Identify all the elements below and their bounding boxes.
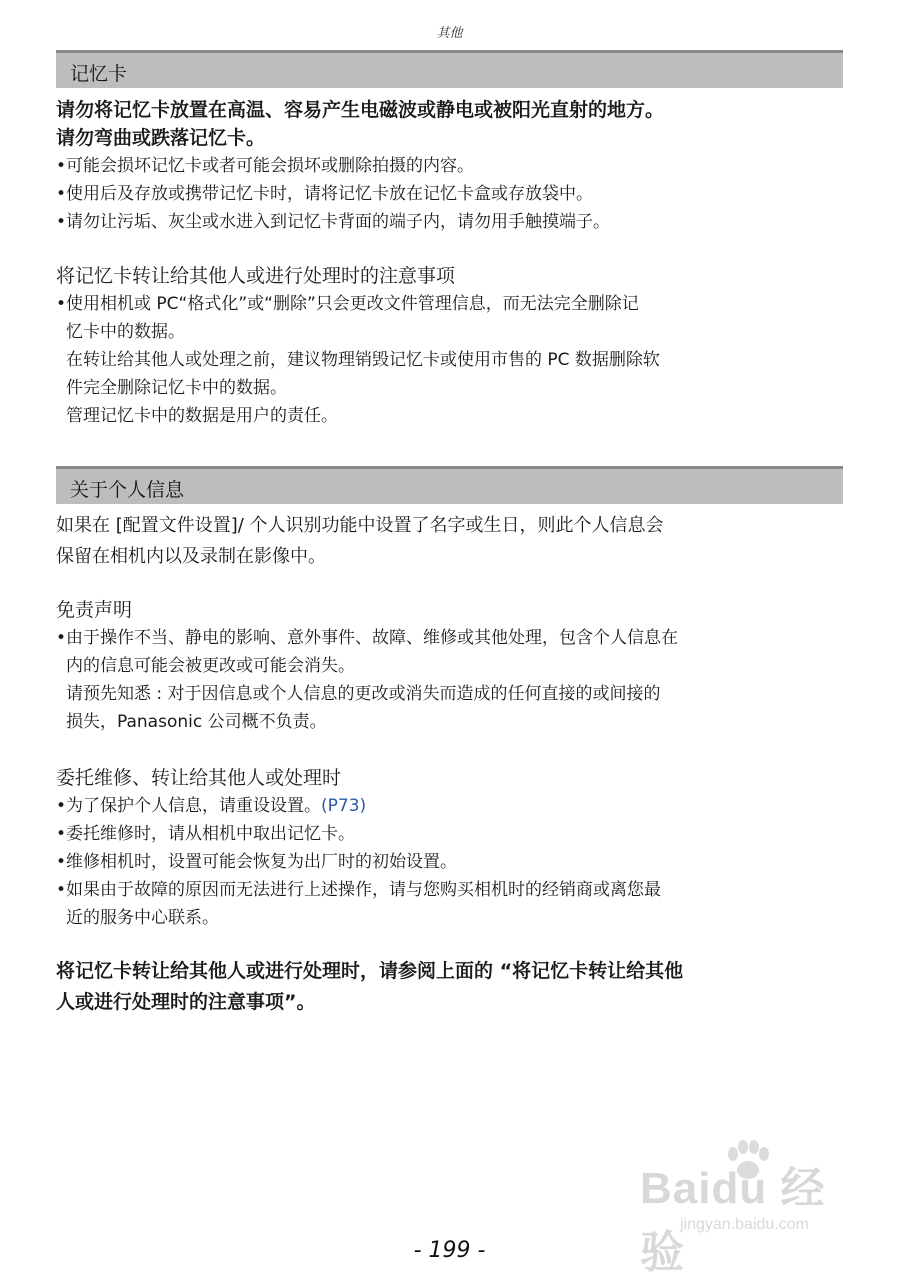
warning-line: 请勿弯曲或跌落记忆卡。 (56, 127, 266, 149)
continuation-line: 在转让给其他人或处理之前，建议物理销毁记忆卡或使用市售的 PC 数据删除软 (66, 350, 660, 370)
list-item: • 如果由于故障的原因而无法进行上述操作，请与您购买相机时的经销商或离您最 (56, 876, 844, 904)
repair-block (56, 764, 844, 932)
disclaimer-block (56, 596, 844, 736)
baidu-watermark (640, 1140, 870, 1277)
section-title: 记忆卡 (70, 63, 128, 85)
transfer-bullets (56, 290, 844, 318)
page-number: - 199 - (413, 1238, 486, 1263)
continuation-line: 忆卡中的数据。 (66, 322, 185, 342)
list-item-text: 为了保护个人信息，请重设设置。 (66, 796, 321, 816)
intro-line: 如果在 [配置文件设置]/ 个人识别功能中设置了名字或生日，则此个人信息会 (56, 515, 664, 536)
list-item (56, 792, 844, 820)
warning-line: 请勿将记忆卡放置在高温、容易产生电磁波或静电或被阳光直射的地方。 (56, 99, 665, 121)
final-line: 人或进行处理时的注意事项”。 (56, 991, 316, 1013)
memory-card-content (56, 96, 844, 236)
list-item: • 委托维修时，请从相机中取出记忆卡。 (56, 820, 844, 848)
continuation-line: 内的信息可能会被更改或可能会消失。 (66, 656, 355, 676)
subheading: 将记忆卡转让给其他人或进行处理时的注意事项 (56, 265, 456, 287)
page-reference-link[interactable]: (P73) (321, 796, 367, 816)
memory-card-bullets (56, 152, 844, 236)
final-note (56, 956, 844, 1018)
list-item: • 使用后及存放或携带记忆卡时，请将记忆卡放在记忆卡盒或存放袋中。 (56, 180, 844, 208)
section-title: 关于个人信息 (70, 479, 185, 501)
continuation-line: 请预先知悉 : 对于因信息或个人信息的更改或消失而造成的任何直接的或间接的 (66, 684, 661, 704)
list-item: • 使用相机或 PC“格式化”或“删除”只会更改文件管理信息，而无法完全删除记 (56, 290, 844, 318)
personal-info-intro (56, 510, 844, 572)
repair-heading: 委托维修、转让给其他人或处理时 (56, 767, 342, 789)
page-category: 其他 (436, 26, 463, 41)
continuation-line: 件完全删除记忆卡中的数据。 (66, 378, 287, 398)
continuation-line: 损失，Panasonic 公司概不负责。 (66, 712, 327, 732)
disclaimer-heading: 免责声明 (56, 599, 133, 621)
list-item: • 维修相机时，设置可能会恢复为出厂时的初始设置。 (56, 848, 844, 876)
list-item: • 由于操作不当、静电的影响、意外事件、故障、维修或其他处理，包含个人信息在 (56, 624, 844, 652)
final-line: 将记忆卡转让给其他人或进行处理时，请参阅上面的 “将记忆卡转让给其他 (56, 960, 684, 982)
continuation-line: 近的服务中心联系。 (66, 908, 219, 928)
list-item: • 请勿让污垢、灰尘或水进入到记忆卡背面的端子内，请勿用手触摸端子。 (56, 208, 844, 236)
watermark-url: jingyan.baidu.com (680, 1216, 809, 1233)
watermark-logo: Baidu 经验 (640, 1164, 826, 1277)
disclaimer-bullets (56, 624, 844, 652)
section-header-memory-card (56, 50, 843, 88)
intro-line: 保留在相机内以及录制在影像中。 (56, 546, 326, 567)
list-item: • 可能会损坏记忆卡或者可能会损坏或删除拍摄的内容。 (56, 152, 844, 180)
transfer-notes (56, 262, 844, 430)
section-header-personal-info (56, 466, 843, 504)
repair-bullets (56, 792, 844, 904)
continuation-line: 管理记忆卡中的数据是用户的责任。 (66, 406, 338, 426)
